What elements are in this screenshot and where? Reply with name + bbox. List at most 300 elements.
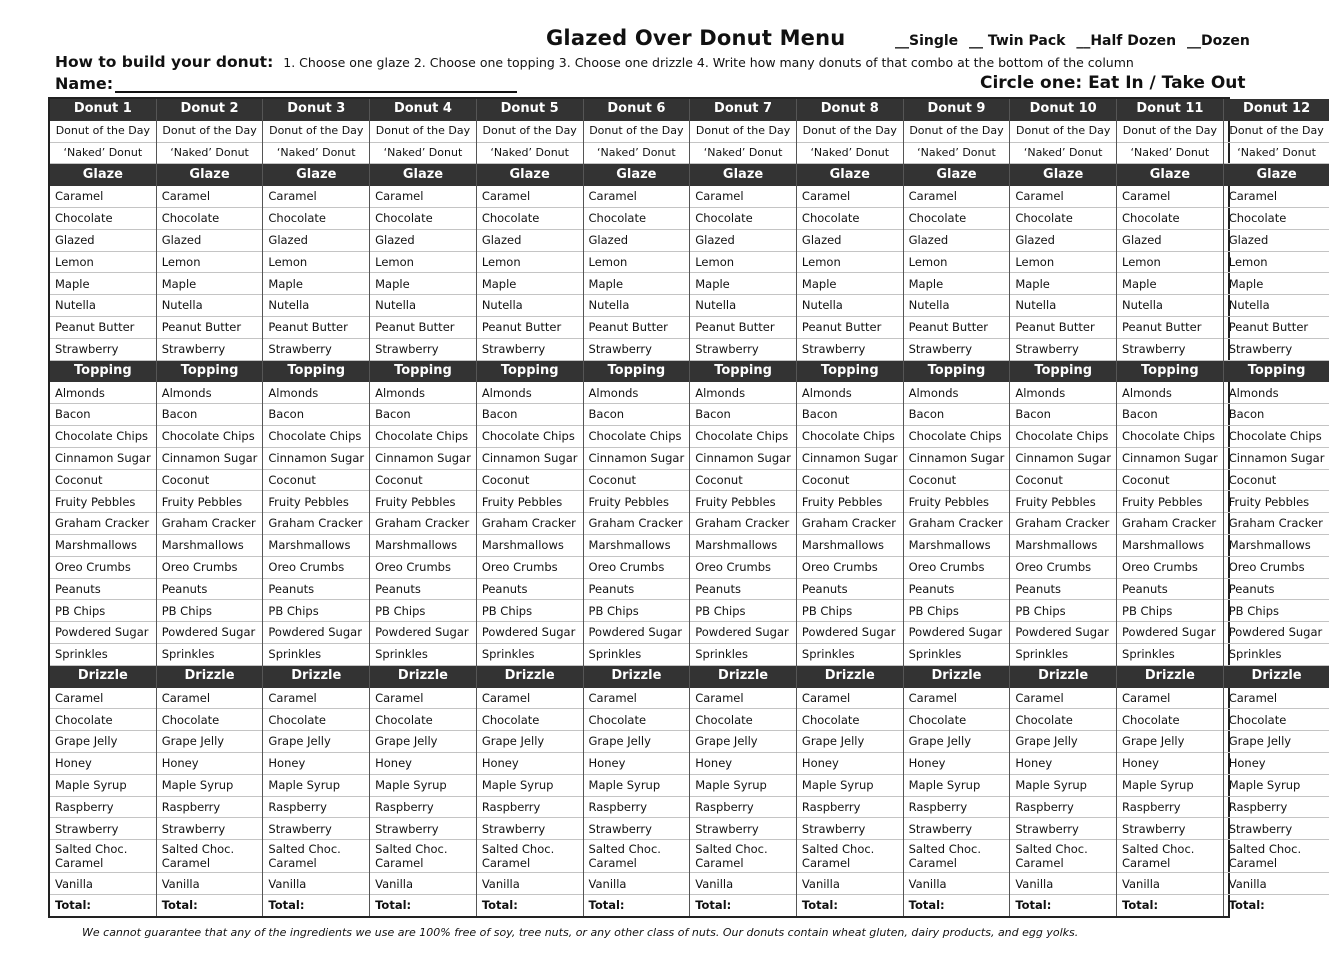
total-field[interactable]: Total:	[1228, 898, 1265, 913]
topping-option[interactable]: Coconut	[584, 470, 690, 492]
topping-option[interactable]: Bacon	[904, 404, 1010, 426]
topping-option[interactable]: Marshmallows	[1117, 535, 1223, 557]
topping-option[interactable]: PB Chips	[690, 600, 796, 622]
topping-option[interactable]: PB Chips	[797, 600, 903, 622]
topping-option[interactable]: Marshmallows	[263, 535, 369, 557]
drizzle-option[interactable]: Caramel	[690, 688, 796, 710]
topping-option[interactable]: Oreo Crumbs	[50, 557, 156, 579]
base-option[interactable]: Donut of the Day	[690, 121, 796, 143]
topping-option[interactable]: Graham Cracker	[904, 513, 1010, 535]
topping-option[interactable]: Cinnamon Sugar	[1117, 448, 1223, 470]
drizzle-option[interactable]: Grape Jelly	[797, 731, 903, 753]
topping-option[interactable]: Coconut	[50, 470, 156, 492]
topping-option[interactable]: Bacon	[1117, 404, 1223, 426]
drizzle-option[interactable]: Raspberry	[1224, 797, 1329, 819]
topping-option[interactable]: Marshmallows	[797, 535, 903, 557]
drizzle-option[interactable]: Caramel	[477, 688, 583, 710]
drizzle-option[interactable]: Vanilla	[157, 873, 263, 895]
drizzle-option[interactable]: Grape Jelly	[477, 731, 583, 753]
glaze-option[interactable]: Peanut Butter	[584, 317, 690, 339]
drizzle-option[interactable]: Grape Jelly	[690, 731, 796, 753]
glaze-option[interactable]: Chocolate	[1224, 208, 1329, 230]
topping-option[interactable]: Chocolate Chips	[477, 426, 583, 448]
drizzle-option[interactable]: Caramel	[1010, 688, 1116, 710]
base-option[interactable]: ‘Naked’ Donut	[263, 143, 369, 165]
glaze-option[interactable]: Nutella	[1010, 295, 1116, 317]
glaze-option[interactable]: Glazed	[157, 230, 263, 252]
base-option[interactable]: ‘Naked’ Donut	[1224, 143, 1329, 165]
topping-option[interactable]: Graham Cracker	[263, 513, 369, 535]
topping-option[interactable]: Peanuts	[797, 579, 903, 601]
eat-in-take-out[interactable]: Circle one: Eat In / Take Out	[980, 73, 1246, 93]
drizzle-option[interactable]: Chocolate	[370, 709, 476, 731]
topping-option[interactable]: Almonds	[370, 382, 476, 404]
drizzle-option[interactable]: Raspberry	[904, 797, 1010, 819]
glaze-option[interactable]: Chocolate	[263, 208, 369, 230]
topping-option[interactable]: Sprinkles	[1010, 644, 1116, 666]
total-field[interactable]: Total:	[908, 898, 945, 913]
drizzle-option[interactable]: Salted Choc. Caramel	[370, 840, 476, 873]
glaze-option[interactable]: Peanut Butter	[690, 317, 796, 339]
topping-option[interactable]: Fruity Pebbles	[370, 491, 476, 513]
drizzle-option[interactable]: Salted Choc. Caramel	[50, 840, 156, 873]
drizzle-option[interactable]: Strawberry	[157, 818, 263, 840]
glaze-option[interactable]: Caramel	[477, 186, 583, 208]
topping-option[interactable]: Peanuts	[1224, 579, 1329, 601]
drizzle-option[interactable]: Caramel	[1224, 688, 1329, 710]
base-option[interactable]: ‘Naked’ Donut	[477, 143, 583, 165]
drizzle-option[interactable]: Vanilla	[50, 873, 156, 895]
drizzle-option[interactable]: Honey	[904, 753, 1010, 775]
glaze-option[interactable]: Peanut Butter	[50, 317, 156, 339]
drizzle-option[interactable]: Raspberry	[477, 797, 583, 819]
drizzle-option[interactable]: Honey	[370, 753, 476, 775]
topping-option[interactable]: Marshmallows	[477, 535, 583, 557]
drizzle-option[interactable]: Maple Syrup	[690, 775, 796, 797]
topping-option[interactable]: Sprinkles	[797, 644, 903, 666]
glaze-option[interactable]: Glazed	[904, 230, 1010, 252]
glaze-option[interactable]: Chocolate	[904, 208, 1010, 230]
glaze-option[interactable]: Lemon	[797, 252, 903, 274]
topping-option[interactable]: Chocolate Chips	[157, 426, 263, 448]
glaze-option[interactable]: Glazed	[477, 230, 583, 252]
glaze-option[interactable]: Peanut Butter	[477, 317, 583, 339]
drizzle-option[interactable]: Salted Choc. Caramel	[1117, 840, 1223, 873]
base-option[interactable]: ‘Naked’ Donut	[1010, 143, 1116, 165]
topping-option[interactable]: Almonds	[157, 382, 263, 404]
drizzle-option[interactable]: Maple Syrup	[263, 775, 369, 797]
topping-option[interactable]: Powdered Sugar	[797, 622, 903, 644]
drizzle-option[interactable]: Vanilla	[797, 873, 903, 895]
glaze-option[interactable]: Strawberry	[690, 339, 796, 361]
drizzle-option[interactable]: Vanilla	[1010, 873, 1116, 895]
topping-option[interactable]: Powdered Sugar	[263, 622, 369, 644]
drizzle-option[interactable]: Raspberry	[797, 797, 903, 819]
topping-option[interactable]: Oreo Crumbs	[1010, 557, 1116, 579]
drizzle-option[interactable]: Honey	[1010, 753, 1116, 775]
base-option[interactable]: Donut of the Day	[477, 121, 583, 143]
total-field[interactable]: Total:	[801, 898, 838, 913]
glaze-option[interactable]: Strawberry	[1010, 339, 1116, 361]
topping-option[interactable]: Chocolate Chips	[50, 426, 156, 448]
base-option[interactable]: ‘Naked’ Donut	[50, 143, 156, 165]
drizzle-option[interactable]: Vanilla	[690, 873, 796, 895]
topping-option[interactable]: Fruity Pebbles	[584, 491, 690, 513]
topping-option[interactable]: Marshmallows	[50, 535, 156, 557]
glaze-option[interactable]: Caramel	[797, 186, 903, 208]
glaze-option[interactable]: Caramel	[904, 186, 1010, 208]
glaze-option[interactable]: Strawberry	[50, 339, 156, 361]
glaze-option[interactable]: Caramel	[1010, 186, 1116, 208]
topping-option[interactable]: Powdered Sugar	[157, 622, 263, 644]
topping-option[interactable]: Peanuts	[1010, 579, 1116, 601]
topping-option[interactable]: Powdered Sugar	[1010, 622, 1116, 644]
topping-option[interactable]: Almonds	[1010, 382, 1116, 404]
drizzle-option[interactable]: Raspberry	[1117, 797, 1223, 819]
topping-option[interactable]: Almonds	[1224, 382, 1329, 404]
glaze-option[interactable]: Maple	[1010, 273, 1116, 295]
glaze-option[interactable]: Strawberry	[584, 339, 690, 361]
topping-option[interactable]: Powdered Sugar	[584, 622, 690, 644]
topping-option[interactable]: Marshmallows	[904, 535, 1010, 557]
drizzle-option[interactable]: Grape Jelly	[904, 731, 1010, 753]
glaze-option[interactable]: Maple	[263, 273, 369, 295]
topping-option[interactable]: Oreo Crumbs	[584, 557, 690, 579]
topping-option[interactable]: Fruity Pebbles	[263, 491, 369, 513]
glaze-option[interactable]: Strawberry	[157, 339, 263, 361]
topping-option[interactable]: Cinnamon Sugar	[797, 448, 903, 470]
topping-option[interactable]: Bacon	[584, 404, 690, 426]
topping-option[interactable]: Fruity Pebbles	[50, 491, 156, 513]
topping-option[interactable]: Peanuts	[477, 579, 583, 601]
topping-option[interactable]: Powdered Sugar	[690, 622, 796, 644]
glaze-option[interactable]: Lemon	[370, 252, 476, 274]
glaze-option[interactable]: Maple	[370, 273, 476, 295]
drizzle-option[interactable]: Chocolate	[157, 709, 263, 731]
glaze-option[interactable]: Lemon	[477, 252, 583, 274]
topping-option[interactable]: Peanuts	[50, 579, 156, 601]
topping-option[interactable]: Coconut	[157, 470, 263, 492]
glaze-option[interactable]: Chocolate	[370, 208, 476, 230]
drizzle-option[interactable]: Honey	[263, 753, 369, 775]
drizzle-option[interactable]: Caramel	[50, 688, 156, 710]
topping-option[interactable]: Cinnamon Sugar	[1224, 448, 1329, 470]
glaze-option[interactable]: Glazed	[50, 230, 156, 252]
topping-option[interactable]: Cinnamon Sugar	[1010, 448, 1116, 470]
drizzle-option[interactable]: Chocolate	[797, 709, 903, 731]
topping-option[interactable]: Bacon	[263, 404, 369, 426]
topping-option[interactable]: Almonds	[477, 382, 583, 404]
total-field[interactable]: Total:	[375, 898, 412, 913]
topping-option[interactable]: Bacon	[157, 404, 263, 426]
glaze-option[interactable]: Caramel	[263, 186, 369, 208]
topping-option[interactable]: Cinnamon Sugar	[477, 448, 583, 470]
glaze-option[interactable]: Lemon	[157, 252, 263, 274]
drizzle-option[interactable]: Strawberry	[1224, 818, 1329, 840]
drizzle-option[interactable]: Vanilla	[263, 873, 369, 895]
drizzle-option[interactable]: Chocolate	[1224, 709, 1329, 731]
drizzle-option[interactable]: Raspberry	[1010, 797, 1116, 819]
base-option[interactable]: Donut of the Day	[1117, 121, 1223, 143]
topping-option[interactable]: Cinnamon Sugar	[690, 448, 796, 470]
topping-option[interactable]: Fruity Pebbles	[477, 491, 583, 513]
topping-option[interactable]: Cinnamon Sugar	[50, 448, 156, 470]
glaze-option[interactable]: Caramel	[50, 186, 156, 208]
topping-option[interactable]: Cinnamon Sugar	[584, 448, 690, 470]
glaze-option[interactable]: Chocolate	[690, 208, 796, 230]
drizzle-option[interactable]: Chocolate	[1010, 709, 1116, 731]
topping-option[interactable]: Chocolate Chips	[370, 426, 476, 448]
base-option[interactable]: Donut of the Day	[263, 121, 369, 143]
topping-option[interactable]: Almonds	[263, 382, 369, 404]
glaze-option[interactable]: Strawberry	[477, 339, 583, 361]
glaze-option[interactable]: Glazed	[370, 230, 476, 252]
size-half-dozen[interactable]: __Half Dozen	[1076, 33, 1177, 49]
topping-option[interactable]: Marshmallows	[690, 535, 796, 557]
topping-option[interactable]: Almonds	[797, 382, 903, 404]
drizzle-option[interactable]: Salted Choc. Caramel	[584, 840, 690, 873]
drizzle-option[interactable]: Raspberry	[584, 797, 690, 819]
drizzle-option[interactable]: Chocolate	[904, 709, 1010, 731]
drizzle-option[interactable]: Salted Choc. Caramel	[477, 840, 583, 873]
topping-option[interactable]: Sprinkles	[1224, 644, 1329, 666]
glaze-option[interactable]: Caramel	[1117, 186, 1223, 208]
topping-option[interactable]: Cinnamon Sugar	[157, 448, 263, 470]
topping-option[interactable]: Oreo Crumbs	[157, 557, 263, 579]
topping-option[interactable]: Oreo Crumbs	[370, 557, 476, 579]
topping-option[interactable]: Fruity Pebbles	[1117, 491, 1223, 513]
glaze-option[interactable]: Caramel	[690, 186, 796, 208]
base-option[interactable]: ‘Naked’ Donut	[1117, 143, 1223, 165]
topping-option[interactable]: PB Chips	[904, 600, 1010, 622]
topping-option[interactable]: Chocolate Chips	[1117, 426, 1223, 448]
topping-option[interactable]: Cinnamon Sugar	[263, 448, 369, 470]
glaze-option[interactable]: Strawberry	[370, 339, 476, 361]
name-input-line[interactable]	[115, 75, 517, 93]
drizzle-option[interactable]: Salted Choc. Caramel	[690, 840, 796, 873]
drizzle-option[interactable]: Vanilla	[477, 873, 583, 895]
glaze-option[interactable]: Lemon	[50, 252, 156, 274]
topping-option[interactable]: Coconut	[690, 470, 796, 492]
topping-option[interactable]: Sprinkles	[1117, 644, 1223, 666]
drizzle-option[interactable]: Caramel	[1117, 688, 1223, 710]
drizzle-option[interactable]: Caramel	[797, 688, 903, 710]
drizzle-option[interactable]: Raspberry	[690, 797, 796, 819]
drizzle-option[interactable]: Maple Syrup	[904, 775, 1010, 797]
topping-option[interactable]: Oreo Crumbs	[263, 557, 369, 579]
topping-option[interactable]: PB Chips	[263, 600, 369, 622]
drizzle-option[interactable]: Chocolate	[263, 709, 369, 731]
topping-option[interactable]: Powdered Sugar	[1117, 622, 1223, 644]
topping-option[interactable]: Graham Cracker	[797, 513, 903, 535]
drizzle-option[interactable]: Strawberry	[1117, 818, 1223, 840]
topping-option[interactable]: Graham Cracker	[50, 513, 156, 535]
topping-option[interactable]: Cinnamon Sugar	[370, 448, 476, 470]
topping-option[interactable]: Almonds	[584, 382, 690, 404]
glaze-option[interactable]: Maple	[1117, 273, 1223, 295]
drizzle-option[interactable]: Salted Choc. Caramel	[797, 840, 903, 873]
topping-option[interactable]: Almonds	[690, 382, 796, 404]
drizzle-option[interactable]: Raspberry	[50, 797, 156, 819]
drizzle-option[interactable]: Chocolate	[50, 709, 156, 731]
topping-option[interactable]: PB Chips	[157, 600, 263, 622]
drizzle-option[interactable]: Honey	[1117, 753, 1223, 775]
drizzle-option[interactable]: Vanilla	[1224, 873, 1329, 895]
topping-option[interactable]: Graham Cracker	[1010, 513, 1116, 535]
glaze-option[interactable]: Strawberry	[1117, 339, 1223, 361]
topping-option[interactable]: Chocolate Chips	[797, 426, 903, 448]
topping-option[interactable]: Almonds	[50, 382, 156, 404]
topping-option[interactable]: Oreo Crumbs	[904, 557, 1010, 579]
topping-option[interactable]: Graham Cracker	[584, 513, 690, 535]
glaze-option[interactable]: Lemon	[904, 252, 1010, 274]
total-field[interactable]: Total:	[588, 898, 625, 913]
base-option[interactable]: ‘Naked’ Donut	[157, 143, 263, 165]
total-field[interactable]: Total:	[55, 898, 92, 913]
drizzle-option[interactable]: Chocolate	[584, 709, 690, 731]
topping-option[interactable]: Sprinkles	[584, 644, 690, 666]
drizzle-option[interactable]: Maple Syrup	[1117, 775, 1223, 797]
topping-option[interactable]: Peanuts	[904, 579, 1010, 601]
topping-option[interactable]: Marshmallows	[1010, 535, 1116, 557]
topping-option[interactable]: PB Chips	[370, 600, 476, 622]
topping-option[interactable]: Oreo Crumbs	[690, 557, 796, 579]
base-option[interactable]: Donut of the Day	[1224, 121, 1329, 143]
topping-option[interactable]: Marshmallows	[584, 535, 690, 557]
total-field[interactable]: Total:	[161, 898, 198, 913]
topping-option[interactable]: Sprinkles	[477, 644, 583, 666]
drizzle-option[interactable]: Grape Jelly	[263, 731, 369, 753]
glaze-option[interactable]: Nutella	[1117, 295, 1223, 317]
drizzle-option[interactable]: Salted Choc. Caramel	[904, 840, 1010, 873]
base-option[interactable]: ‘Naked’ Donut	[584, 143, 690, 165]
drizzle-option[interactable]: Chocolate	[690, 709, 796, 731]
topping-option[interactable]: Oreo Crumbs	[1224, 557, 1329, 579]
topping-option[interactable]: Peanuts	[157, 579, 263, 601]
drizzle-option[interactable]: Honey	[50, 753, 156, 775]
glaze-option[interactable]: Strawberry	[263, 339, 369, 361]
topping-option[interactable]: Sprinkles	[690, 644, 796, 666]
topping-option[interactable]: Peanuts	[584, 579, 690, 601]
drizzle-option[interactable]: Maple Syrup	[157, 775, 263, 797]
topping-option[interactable]: Fruity Pebbles	[797, 491, 903, 513]
base-option[interactable]: ‘Naked’ Donut	[797, 143, 903, 165]
topping-option[interactable]: Coconut	[477, 470, 583, 492]
topping-option[interactable]: Fruity Pebbles	[1224, 491, 1329, 513]
topping-option[interactable]: Graham Cracker	[477, 513, 583, 535]
glaze-option[interactable]: Strawberry	[1224, 339, 1329, 361]
drizzle-option[interactable]: Honey	[690, 753, 796, 775]
drizzle-option[interactable]: Honey	[1224, 753, 1329, 775]
topping-option[interactable]: PB Chips	[477, 600, 583, 622]
drizzle-option[interactable]: Grape Jelly	[584, 731, 690, 753]
topping-option[interactable]: Graham Cracker	[1224, 513, 1329, 535]
size-single[interactable]: __Single	[895, 33, 959, 49]
glaze-option[interactable]: Nutella	[1224, 295, 1329, 317]
total-field[interactable]: Total:	[1015, 898, 1052, 913]
topping-option[interactable]: Sprinkles	[370, 644, 476, 666]
glaze-option[interactable]: Chocolate	[1117, 208, 1223, 230]
topping-option[interactable]: Fruity Pebbles	[1010, 491, 1116, 513]
glaze-option[interactable]: Maple	[50, 273, 156, 295]
glaze-option[interactable]: Peanut Butter	[370, 317, 476, 339]
drizzle-option[interactable]: Maple Syrup	[477, 775, 583, 797]
glaze-option[interactable]: Glazed	[584, 230, 690, 252]
topping-option[interactable]: PB Chips	[584, 600, 690, 622]
topping-option[interactable]: Bacon	[1224, 404, 1329, 426]
glaze-option[interactable]: Lemon	[1010, 252, 1116, 274]
drizzle-option[interactable]: Chocolate	[477, 709, 583, 731]
topping-option[interactable]: Sprinkles	[904, 644, 1010, 666]
glaze-option[interactable]: Chocolate	[584, 208, 690, 230]
topping-option[interactable]: Powdered Sugar	[1224, 622, 1329, 644]
glaze-option[interactable]: Nutella	[477, 295, 583, 317]
topping-option[interactable]: Sprinkles	[50, 644, 156, 666]
glaze-option[interactable]: Lemon	[1117, 252, 1223, 274]
drizzle-option[interactable]: Maple Syrup	[1224, 775, 1329, 797]
drizzle-option[interactable]: Strawberry	[263, 818, 369, 840]
drizzle-option[interactable]: Caramel	[263, 688, 369, 710]
drizzle-option[interactable]: Grape Jelly	[1117, 731, 1223, 753]
topping-option[interactable]: Powdered Sugar	[370, 622, 476, 644]
topping-option[interactable]: Bacon	[797, 404, 903, 426]
glaze-option[interactable]: Lemon	[584, 252, 690, 274]
base-option[interactable]: ‘Naked’ Donut	[370, 143, 476, 165]
glaze-option[interactable]: Nutella	[904, 295, 1010, 317]
drizzle-option[interactable]: Raspberry	[263, 797, 369, 819]
drizzle-option[interactable]: Honey	[797, 753, 903, 775]
glaze-option[interactable]: Caramel	[1224, 186, 1329, 208]
base-option[interactable]: Donut of the Day	[1010, 121, 1116, 143]
base-option[interactable]: Donut of the Day	[370, 121, 476, 143]
glaze-option[interactable]: Nutella	[584, 295, 690, 317]
glaze-option[interactable]: Maple	[1224, 273, 1329, 295]
topping-option[interactable]: Graham Cracker	[1117, 513, 1223, 535]
drizzle-option[interactable]: Raspberry	[370, 797, 476, 819]
drizzle-option[interactable]: Grape Jelly	[157, 731, 263, 753]
glaze-option[interactable]: Nutella	[797, 295, 903, 317]
topping-option[interactable]: Graham Cracker	[370, 513, 476, 535]
glaze-option[interactable]: Peanut Butter	[157, 317, 263, 339]
topping-option[interactable]: PB Chips	[50, 600, 156, 622]
glaze-option[interactable]: Peanut Butter	[1224, 317, 1329, 339]
topping-option[interactable]: Chocolate Chips	[584, 426, 690, 448]
total-field[interactable]: Total:	[695, 898, 732, 913]
drizzle-option[interactable]: Vanilla	[370, 873, 476, 895]
topping-option[interactable]: PB Chips	[1010, 600, 1116, 622]
glaze-option[interactable]: Maple	[584, 273, 690, 295]
topping-option[interactable]: Coconut	[370, 470, 476, 492]
glaze-option[interactable]: Maple	[904, 273, 1010, 295]
glaze-option[interactable]: Maple	[477, 273, 583, 295]
topping-option[interactable]: Coconut	[1117, 470, 1223, 492]
topping-option[interactable]: Graham Cracker	[157, 513, 263, 535]
topping-option[interactable]: Powdered Sugar	[50, 622, 156, 644]
glaze-option[interactable]: Nutella	[690, 295, 796, 317]
glaze-option[interactable]: Lemon	[1224, 252, 1329, 274]
topping-option[interactable]: Bacon	[370, 404, 476, 426]
drizzle-option[interactable]: Honey	[477, 753, 583, 775]
glaze-option[interactable]: Maple	[797, 273, 903, 295]
glaze-option[interactable]: Maple	[690, 273, 796, 295]
topping-option[interactable]: Coconut	[1010, 470, 1116, 492]
glaze-option[interactable]: Chocolate	[157, 208, 263, 230]
glaze-option[interactable]: Peanut Butter	[1010, 317, 1116, 339]
glaze-option[interactable]: Strawberry	[797, 339, 903, 361]
total-field[interactable]: Total:	[268, 898, 305, 913]
topping-option[interactable]: PB Chips	[1117, 600, 1223, 622]
drizzle-option[interactable]: Grape Jelly	[1010, 731, 1116, 753]
